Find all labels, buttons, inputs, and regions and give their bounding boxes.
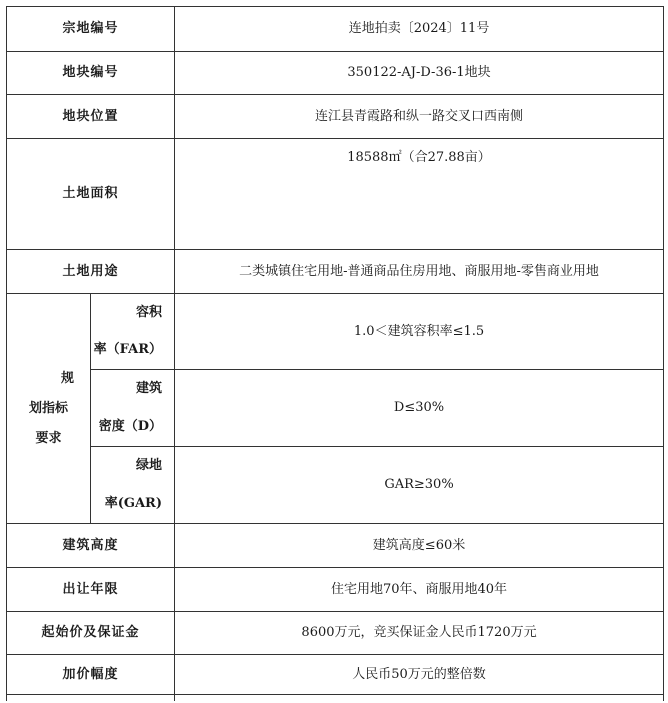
far-label-line2: 率（FAR）	[93, 342, 163, 357]
far-label	[91, 294, 175, 370]
parcel-no-value: 连地拍卖〔2024〕11号	[175, 7, 664, 52]
term-label: 出让年限	[7, 568, 175, 612]
height-label: 建筑高度	[7, 524, 175, 568]
parcel-no-label: 宗地编号	[7, 7, 175, 52]
price-value: 8600万元，竞买保证金人民币1720万元	[175, 612, 664, 655]
row-area	[7, 139, 664, 250]
far-label-line1: 容积	[136, 305, 163, 320]
planning-group-label	[7, 294, 91, 524]
location-value: 连江县青霞路和纵一路交叉口西南侧	[175, 95, 664, 139]
land-info-table	[6, 6, 664, 701]
row-term	[7, 568, 664, 612]
density-label	[91, 370, 175, 447]
area-value: 18588㎡（合27.88亩）	[175, 139, 664, 250]
block-no-label: 地块编号	[7, 52, 175, 95]
green-label	[91, 447, 175, 524]
row-price	[7, 612, 664, 655]
density-label-line2: 密度（D）	[98, 419, 163, 434]
planning-label-line3: 要求	[35, 430, 62, 446]
row-green	[7, 447, 664, 524]
row-block-no	[7, 52, 664, 95]
green-value: GAR≥30%	[175, 447, 664, 524]
price-label: 起始价及保证金	[7, 612, 175, 655]
block-no-value: 350122-AJ-D-36-1地块	[175, 52, 664, 95]
row-parcel-no	[7, 7, 664, 52]
usage-label: 土地用途	[7, 250, 175, 294]
row-increment	[7, 655, 664, 695]
usage-value: 二类城镇住宅用地-普通商品住房用地、商服用地-零售商业用地	[175, 250, 664, 294]
row-density	[7, 370, 664, 447]
planning-label-line2: 划指标	[28, 400, 68, 416]
far-value: 1.0＜建筑容积率≤1.5	[175, 294, 664, 370]
increment-value: 人民币50万元的整倍数	[175, 655, 664, 695]
density-value: D≤30%	[175, 370, 664, 447]
continuation-cell-left	[7, 695, 175, 701]
row-far	[7, 294, 664, 370]
row-height	[7, 524, 664, 568]
green-label-line2: 率(GAR)	[104, 496, 163, 511]
area-label: 土地面积	[7, 139, 175, 250]
location-label: 地块位置	[7, 95, 175, 139]
density-label-line1: 建筑	[136, 381, 163, 396]
row-usage	[7, 250, 664, 294]
height-value: 建筑高度≤60米	[175, 524, 664, 568]
increment-label: 加价幅度	[7, 655, 175, 695]
row-location	[7, 95, 664, 139]
planning-label-line1: 规	[61, 370, 75, 386]
continuation-cell-right	[175, 695, 664, 701]
row-continuation	[7, 695, 664, 701]
term-value: 住宅用地70年、商服用地40年	[175, 568, 664, 612]
green-label-line1: 绿地	[136, 458, 163, 473]
